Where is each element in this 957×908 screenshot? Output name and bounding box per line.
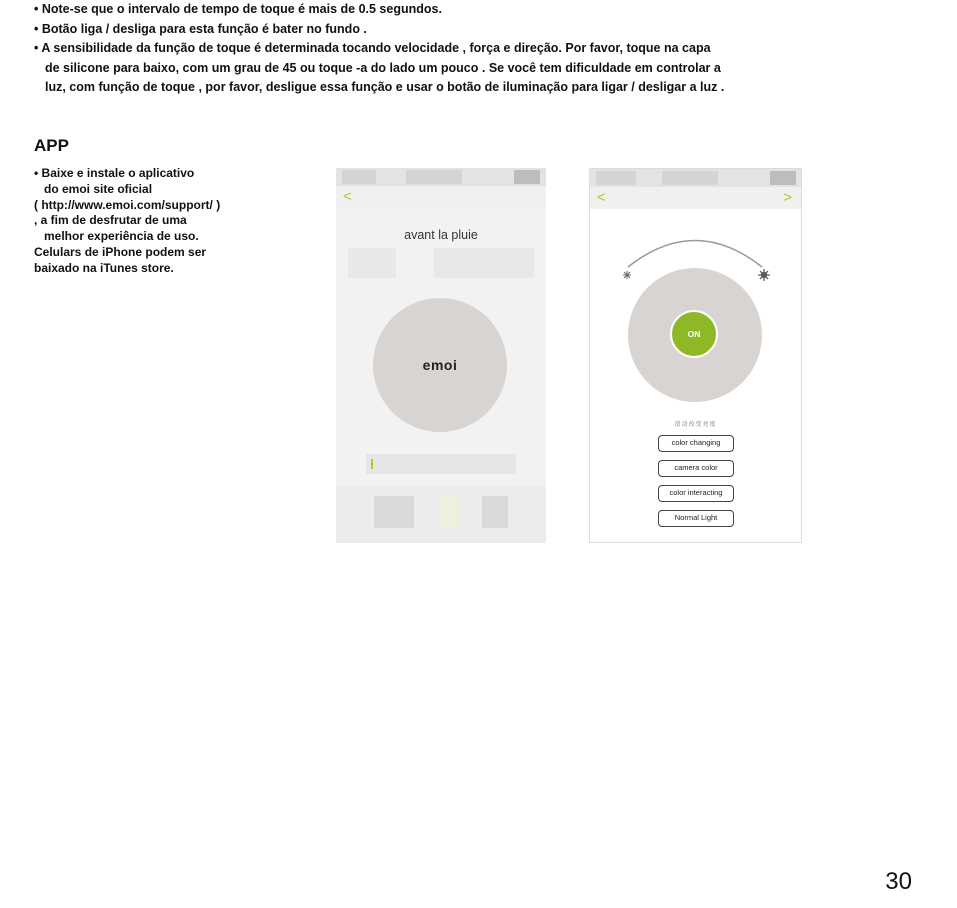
phone-screenshot-light-control <box>589 168 802 543</box>
nav-bar <box>336 186 546 208</box>
app-text-line: do emoi site oficial <box>44 181 153 196</box>
slider-caption: 滑动改变亮度 <box>674 422 717 428</box>
phone-screenshot-home <box>336 168 546 543</box>
sun-bright-icon <box>758 269 770 281</box>
status-bar <box>336 168 546 186</box>
app-description <box>34 166 220 277</box>
app-text-line: baixado na iTunes store. <box>34 260 174 275</box>
tab-item[interactable] <box>374 496 414 528</box>
bullet-line: luz, com função de toque , por favor, desligue essa função e usar o botão de iluminação para ligar / desligar a luz . <box>45 80 725 94</box>
text-input[interactable] <box>366 454 516 474</box>
bottom-tab-bar <box>336 486 546 543</box>
power-on-button[interactable]: ON <box>670 310 718 358</box>
camera-color-button[interactable]: camera color <box>658 460 734 477</box>
app-text-line: Celulars de iPhone podem ser <box>34 244 207 259</box>
emoi-label: emoi <box>422 357 458 373</box>
color-interacting-button[interactable]: color interacting <box>658 485 734 502</box>
status-block <box>406 170 462 184</box>
app-text-line: ( http://www.emoi.com/support/ ) <box>34 197 221 212</box>
normal-light-button[interactable]: Normal Light <box>658 510 734 527</box>
color-changing-button[interactable]: color changing <box>658 435 734 452</box>
text-cursor <box>371 459 373 469</box>
app-text-line: , a fim de desfrutar de uma <box>34 213 187 228</box>
instruction-bullets <box>34 0 914 98</box>
app-text-line: melhor experiência de uso. <box>44 229 199 244</box>
screen-title: avant la pluie <box>404 228 478 242</box>
back-arrow-icon[interactable]: < <box>597 189 606 206</box>
battery-icon <box>514 170 540 184</box>
tab-item[interactable] <box>482 496 508 528</box>
bullet-line: • Botão liga / desliga para esta função é bater no fundo . <box>34 21 367 36</box>
bullet-line: • A sensibilidade da função de toque é determinada tocando velocidade , força e direção. Por favor, toque na capa <box>34 41 711 55</box>
sun-dim-icon <box>623 271 631 279</box>
section-title: APP <box>34 136 69 155</box>
blurred-item <box>434 248 534 278</box>
page-number: 30 <box>885 868 912 895</box>
brightness-arc[interactable] <box>628 241 762 268</box>
app-text-line: • Baixe e instale o aplicativo <box>34 166 195 180</box>
bullet-line: • Note-se que o intervalo de tempo de toque é mais de 0.5 segundos. <box>34 2 442 16</box>
forward-arrow-icon[interactable]: > <box>783 189 792 206</box>
blurred-item <box>348 248 396 278</box>
bullet-line: de silicone para baixo, com um grau de 45 ou toque -a do lado um pouco . Se você tem dificuldade em controlar a <box>45 60 721 75</box>
back-arrow-icon[interactable]: < <box>343 188 352 205</box>
tab-item[interactable] <box>440 496 460 528</box>
status-block <box>342 170 376 184</box>
